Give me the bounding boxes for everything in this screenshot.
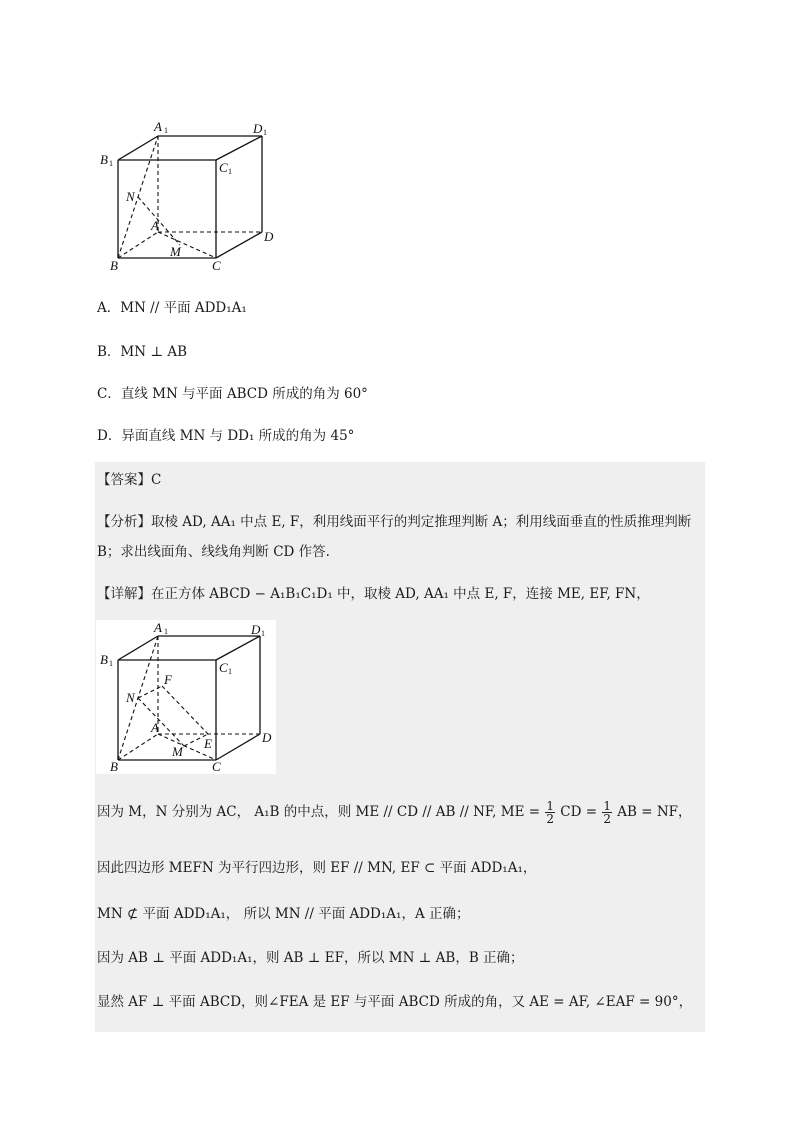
label-D: D xyxy=(264,229,274,244)
option-a: A．MN // 平面 ADD₁A₁ xyxy=(97,300,247,316)
label-N: N xyxy=(126,690,135,705)
svg-text:1: 1 xyxy=(164,627,168,636)
detail-line-1: 【详解】在正方体 ABCD − A₁B₁C₁D₁ 中，取棱 AD, AA₁ 中点 E, F，连接 ME, EF, FN， xyxy=(97,586,650,602)
cube-figure-2 xyxy=(96,620,276,774)
label-C: C xyxy=(212,258,221,273)
label-C: C xyxy=(212,759,221,774)
label-M: M xyxy=(172,744,183,759)
label-B1: B xyxy=(100,152,108,167)
detail-because-line: 因为 M，N 分别为 AC， A₁B 的中点，则 ME // CD // AB // NF, ME = $\frac{1}{2}$ CD = $\frac{1}{2}$ AB = NF， xyxy=(97,799,692,826)
label-B1: B xyxy=(100,652,108,667)
label-A1: A xyxy=(154,119,162,134)
detail-a-correct-line: MN ⊄ 平面 ADD₁A₁， 所以 MN // 平面 ADD₁A₁，A 正确； xyxy=(97,906,470,922)
label-A: A xyxy=(151,720,159,735)
detail-last-line: 显然 AF ⊥ 平面 ABCD，则∠FEA 是 EF 与平面 ABCD 所成的角，又 AE = AF, ∠EAF = 90°， xyxy=(97,994,693,1010)
label-D1: D xyxy=(251,622,261,637)
label-B: B xyxy=(110,258,118,273)
svg-text:1: 1 xyxy=(109,659,113,668)
label-C1: C xyxy=(219,660,228,675)
label-D: D xyxy=(262,730,272,745)
label-N: N xyxy=(126,189,135,204)
fraction-half-2: $\frac{1}{2}$ xyxy=(603,799,611,826)
label-A1: A xyxy=(154,620,162,635)
svg-text:1: 1 xyxy=(228,667,232,676)
label-M: M xyxy=(170,244,181,259)
analysis-line-1: 【分析】取棱 AD, AA₁ 中点 E, F，利用线面平行的判定推理判断 A；利用线面垂直的性质推理判断 xyxy=(97,514,692,530)
svg-text:1: 1 xyxy=(263,128,267,137)
label-E: E xyxy=(204,736,212,751)
label-B: B xyxy=(110,759,118,774)
answer-line: 【答案】C xyxy=(97,472,162,488)
label-D1: D xyxy=(253,121,263,136)
detail-b-correct-line: 因为 AB ⊥ 平面 ADD₁A₁，则 AB ⊥ EF，所以 MN ⊥ AB，B 正确； xyxy=(97,950,524,966)
cube-figure-1 xyxy=(96,112,286,282)
fraction-half-1: $\frac{1}{2}$ xyxy=(546,799,554,826)
option-d: D．异面直线 MN 与 DD₁ 所成的角为 45° xyxy=(97,428,355,444)
analysis-line-2: B；求出线面角、线线角判断 CD 作答. xyxy=(97,544,330,560)
label-A: A xyxy=(151,218,159,233)
svg-text:1: 1 xyxy=(228,167,232,176)
svg-text:1: 1 xyxy=(109,159,113,168)
detail-parallelogram-line: 因此四边形 MEFN 为平行四边形，则 EF // MN, EF ⊂ 平面 ADD₁A₁， xyxy=(97,860,537,876)
svg-text:1: 1 xyxy=(261,629,265,638)
option-b: B．MN ⊥ AB xyxy=(97,344,188,360)
label-C1: C xyxy=(219,160,228,175)
svg-text:1: 1 xyxy=(164,126,168,135)
option-c: C．直线 MN 与平面 ABCD 所成的角为 60° xyxy=(97,386,368,402)
label-F: F xyxy=(164,672,172,687)
